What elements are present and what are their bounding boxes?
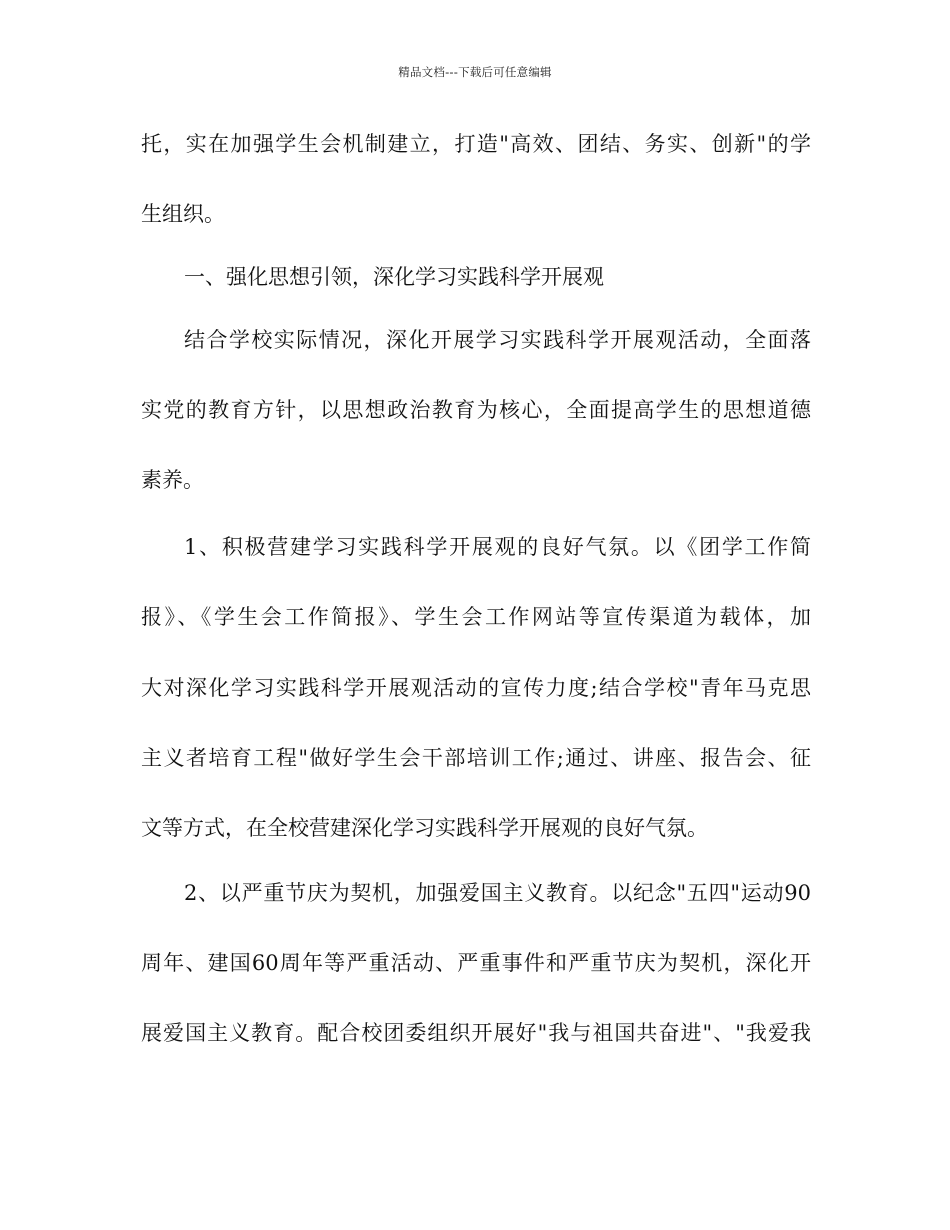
paragraph-first-line: 结合学校实际情况，深化开展学习实践科学开展观活动，全面落 [184,328,811,352]
section-heading: 一、强化思想引领，深化学习实践科学开展观 [184,265,604,289]
body-line: 文等方式，在全校营建深化学习实践科学开展观的良好气氛。 [141,816,708,840]
body-line: 报》、《学生会工作简报》、学生会工作网站等宣传渠道为载体，加 [141,605,811,629]
paragraph-first-line: 1、积极营建学习实践科学开展观的良好气氛。以《团学工作简 [184,535,811,559]
body-line: 素养。 [141,468,204,492]
body-line: 大对深化学习实践科学开展观活动的宣传力度;结合学校"青年马克思 [141,676,811,700]
body-line: 实党的教育方针，以思想政治教育为核心，全面提高学生的思想道德 [141,398,811,422]
body-line: 展爱国主义教育。配合校团委组织开展好"我与祖国共奋进"、"我爱我 [141,1021,811,1045]
page-header: 精品文档---下载后可任意编辑 [398,65,552,79]
body-line: 主义者培育工程"做好学生会干部培训工作;通过、讲座、报告会、征 [141,746,811,770]
body-line: 生组织。 [141,202,225,226]
paragraph-first-line: 2、以严重节庆为契机，加强爱国主义教育。以纪念"五四"运动90 [184,881,811,905]
body-line: 周年、建国60周年等严重活动、严重事件和严重节庆为契机，深化开 [141,951,811,975]
body-line: 托，实在加强学生会机制建立，打造"高效、团结、务实、创新"的学 [141,132,811,156]
